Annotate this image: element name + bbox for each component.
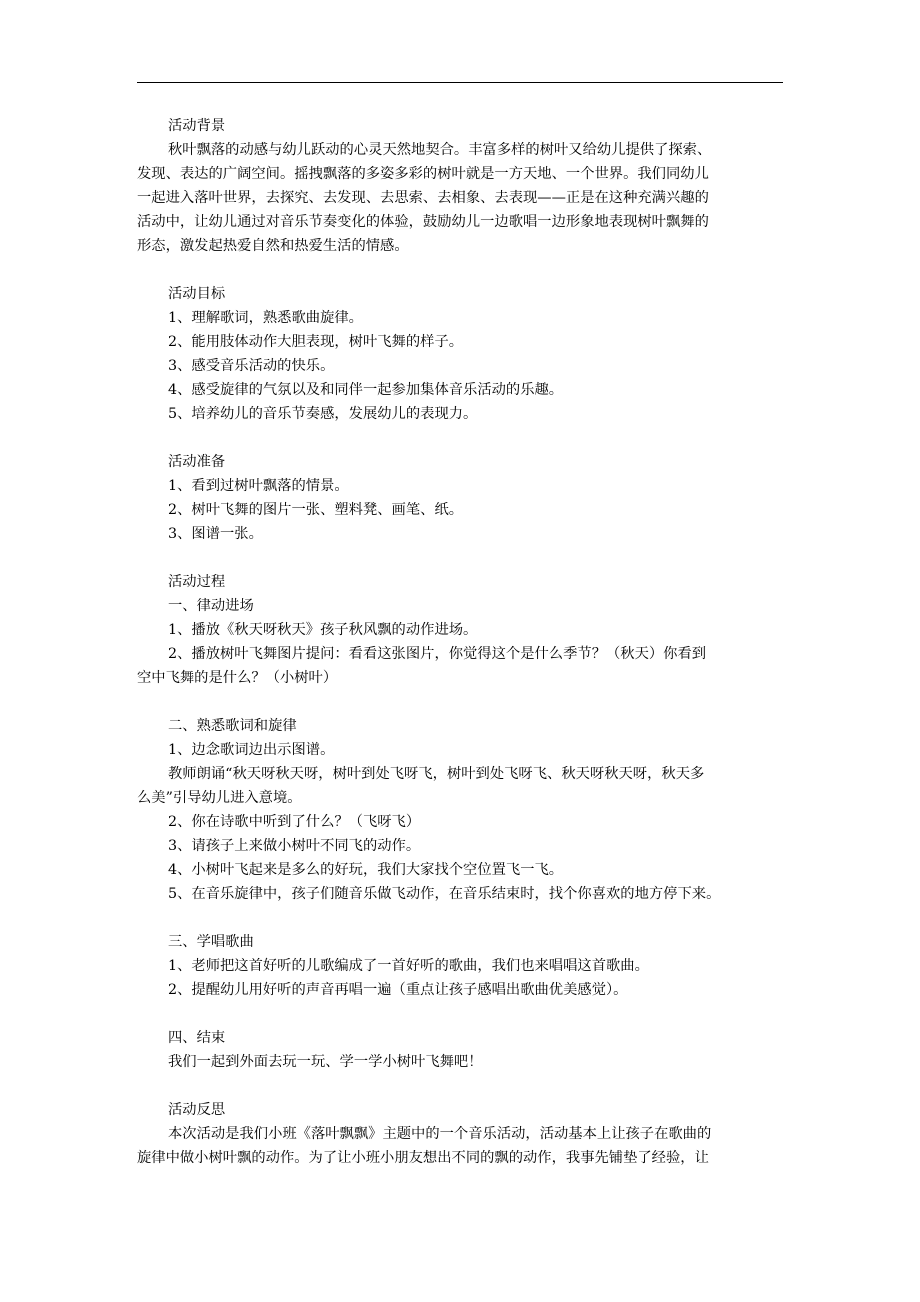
paragraph-line: 旋律中做小树叶飘的动作。为了让小班小朋友想出不同的飘的动作，我事先铺垫了经验，让 [137,1150,709,1166]
section-preparation [137,450,785,546]
paragraph-line: 活动中，让幼儿通过对音乐节奏变化的体验，鼓励幼儿一边歌唱一边形象地表现树叶飘舞的 [137,214,709,230]
subsection-title: 三、学唱歌曲 [168,934,254,950]
blank-line [137,546,785,570]
blank-line [137,690,785,714]
list-item: 3、感受音乐活动的快乐。 [168,358,335,374]
blank-line [137,258,785,282]
list-item: 4、小树叶飞起来是多么的好玩，我们大家找个空位置飞一飞。 [168,862,564,878]
blank-line [137,906,785,930]
list-item: 2、树叶飞舞的图片一张、塑料凳、画笔、纸。 [168,502,464,518]
paragraph-line: 教师朗诵“秋天呀秋天呀，树叶到处飞呀飞，树叶到处飞呀飞、秋天呀秋天呀，秋天多 [168,766,705,782]
section-heading: 活动背景 [168,118,226,134]
list-item: 4、感受旋律的气氛以及和同伴一起参加集体音乐活动的乐趣。 [168,382,564,398]
list-item: 1、播放《秋天呀秋天》孩子秋风飘的动作进场。 [168,622,478,638]
list-item: 2、能用肢体动作大胆表现，树叶飞舞的样子。 [168,334,464,350]
list-item: 1、理解歌词，熟悉歌曲旋律。 [168,310,363,326]
section-heading: 活动反思 [168,1102,226,1118]
list-item: 1、老师把这首好听的儿歌编成了一首好听的歌曲，我们也来唱唱这首歌曲。 [168,958,649,974]
paragraph-line: 发现、表达的广阔空间。摇拽飘落的多姿多彩的树叶就是一方天地、一个世界。我们同幼儿 [137,166,709,182]
blank-line [137,1002,785,1026]
section-heading: 活动目标 [168,286,226,302]
list-item: 2、提醒幼儿用好听的声音再唱一遍（重点让孩子感唱出歌曲优美感觉）。 [168,982,628,998]
blank-line [137,1074,785,1098]
list-item-continuation: 空中飞舞的是什么？（小树叶） [137,670,338,686]
blank-line [137,426,785,450]
subsection-title: 一、律动进场 [168,598,254,614]
list-item: 1、看到过树叶飘落的情景。 [168,478,349,494]
list-item: 3、图谱一张。 [168,526,263,542]
section-reflection [137,1098,785,1170]
section-process [137,570,785,1074]
paragraph-line: 秋叶飘落的动感与幼儿跃动的心灵天然地契合。丰富多样的树叶又给幼儿提供了探索、 [168,142,712,158]
paragraph-line: 我们一起到外面去玩一玩、学一学小树叶飞舞吧！ [168,1054,483,1070]
list-item: 3、请孩子上来做小树叶不同飞的动作。 [168,838,421,854]
paragraph-line: 本次活动是我们小班《落叶飘飘》主题中的一个音乐活动，活动基本上让孩子在歌曲的 [168,1126,712,1142]
list-item: 2、播放树叶飞舞图片提问：看看这张图片，你觉得这个是什么季节？（秋天）你看到 [168,646,707,662]
section-background [137,114,785,258]
section-heading: 活动准备 [168,454,226,470]
section-heading: 活动过程 [168,574,226,590]
list-item: 5、在音乐旋律中，孩子们随音乐做飞动作，在音乐结束时，找个你喜欢的地方停下来。 [168,886,721,902]
header-rule [137,82,783,83]
paragraph-line: 么美”引导幼儿进入意境。 [137,790,302,806]
subsection-title: 二、熟悉歌词和旋律 [168,718,297,734]
section-goals [137,282,785,426]
document-body [137,114,785,1170]
list-item: 2、你在诗歌中听到了什么？（飞呀飞） [168,814,421,830]
list-item: 5、培养幼儿的音乐节奏感，发展幼儿的表现力。 [168,406,478,422]
paragraph-line: 一起进入落叶世界，去探究、去发现、去思索、去相象、去表现——正是在这种充满兴趣的 [137,190,709,206]
paragraph-line: 形态，激发起热爱自然和热爱生活的情感。 [137,238,409,254]
subsection-title: 四、结束 [168,1030,226,1046]
list-item: 1、边念歌词边出示图谱。 [168,742,335,758]
